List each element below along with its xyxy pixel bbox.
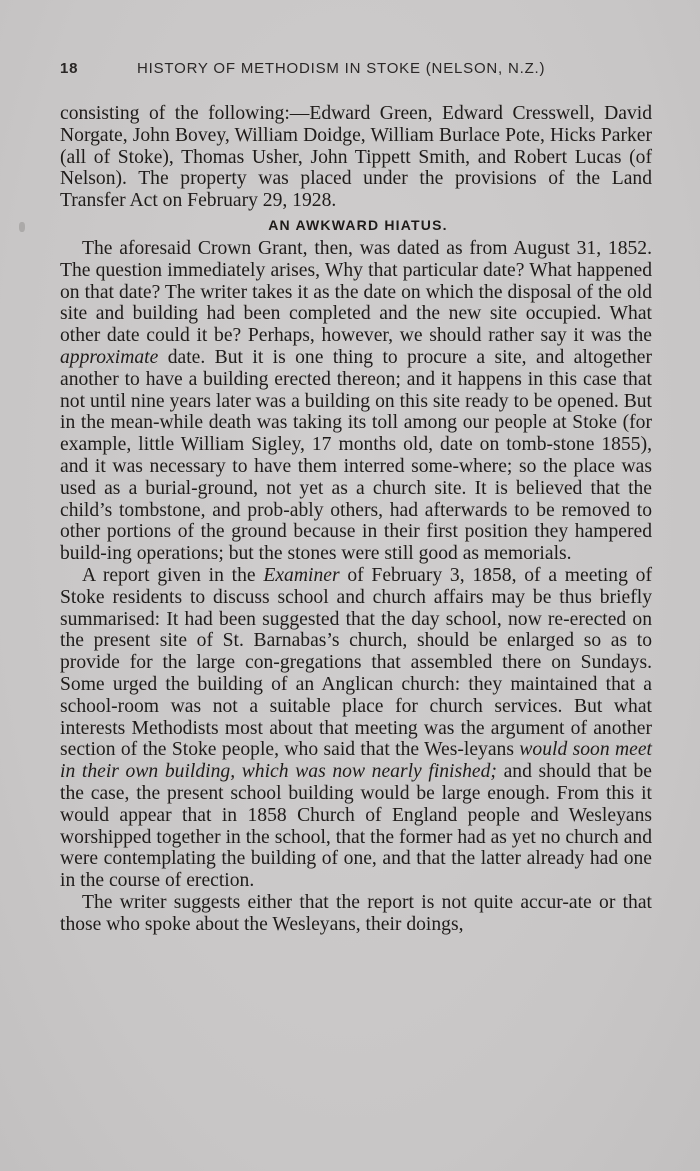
paragraph-examiner-report — [60, 565, 652, 892]
text-run: The aforesaid Crown Grant, then, was dated as from August 31, 1852. The question immediately arises, Why that particular date? What happened on that date? The writer takes it as the date on which the disposal of the old site and building had been completed and the new site occupied. What other date could it be? Perhaps, however, we should rather say it was the — [60, 237, 652, 347]
page-body — [60, 103, 652, 935]
emphasis-examiner: Examiner — [263, 564, 340, 586]
paper-blemish — [19, 222, 25, 232]
text-run: and should that be the case, the present school building would be large enough. From this it would appear that in 1858 Church of England people and Wesleyans worshipped together in the school, that the former had as yet no church and were contemplating the building of one, and that the latter already had one in the course of erection. — [60, 761, 652, 892]
page-header — [60, 60, 660, 84]
running-title: HISTORY OF METHODISM IN STOKE (NELSON, N.Z.) — [137, 60, 546, 77]
paragraph-writer-suggests: The writer suggests either that the report is not quite accur-ate or that those who spoke about the Wesleyans, their doings, — [60, 891, 652, 935]
emphasis-approximate: approximate — [60, 346, 159, 368]
paragraph-crown-grant — [60, 238, 652, 565]
emphasis-quote: would soon meet in their own building, which was now nearly finished; — [60, 739, 652, 783]
text-run: date. But it is one thing to procure a site, and altogether another to have a building erected thereon; and it happens in this case that not until nine years later was a building on this site ready to be opened. But in the mean-while death was taking its toll among our people at Stoke (for example, little William Sigley, 17 months old, date on tomb-stone 1855), and it was necessary to have them interred some-where; so the place was used as a burial-ground, not yet as a church site. It is believed that the child’s tombstone, and prob-ably others, had afterwards to be removed to other portions of the ground because in their first position they hampered build-ing operations; but the stones were still good as memorials. — [60, 346, 652, 565]
page-number: 18 — [60, 60, 79, 77]
paragraph-continuation: consisting of the following:—Edward Green, Edward Cresswell, David Norgate, John Bovey, William Doidge, William Burlace Pote, Hicks Parker (all of Stoke), Thomas Usher, John Tippett Smith, and Robert Lucas (of Nelson). The property was placed under the provisions of the Land Transfer Act on February 29, 1928. — [60, 103, 652, 212]
text-run: A report given in the — [82, 564, 264, 586]
section-heading: AN AWKWARD HIATUS. — [268, 216, 448, 233]
text-run: of February 3, 1858, of a meeting of Stoke residents to discuss school and church affairs may be thus briefly summarised: It had been suggested that the day school, now re-erected on the present site of St. Barnabas’s church, should be enlarged so as to provide for the large con-gregations that assembled there on Sundays. Some urged the building of an Anglican church: they maintained that a school-room was not a suitable place for church services. But what interests Methodists most about that meeting was the argument of another section of the Stoke people, who said that the Wes-leyans — [60, 564, 652, 761]
